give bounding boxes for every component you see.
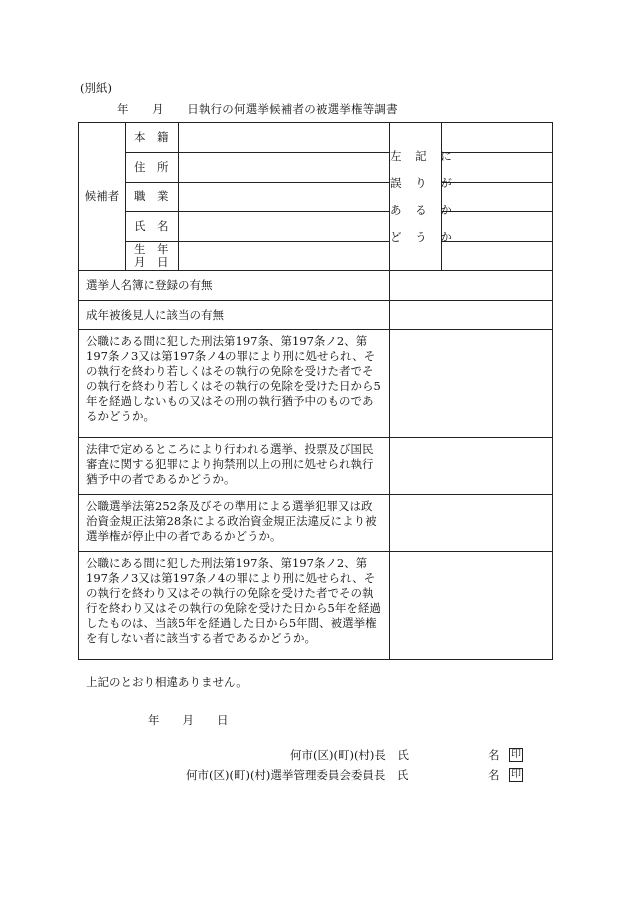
committee-chair-seal: 印 bbox=[511, 769, 521, 780]
candidate-form-table bbox=[78, 122, 553, 660]
document-title: 年 月 日執行の何選挙候補者の被選挙権等調書 bbox=[117, 102, 398, 116]
mayor-title: 何市(区)(町)(村)長 氏 bbox=[290, 748, 409, 762]
field-label-address: 住 所 bbox=[126, 153, 179, 183]
field-value-address[interactable] bbox=[179, 153, 390, 183]
answer-guardianship[interactable] bbox=[390, 301, 553, 330]
committee-chair-name-label: 名 bbox=[488, 768, 500, 782]
candidate-role-label: 候補者 bbox=[79, 123, 126, 271]
field-label-birthdate: 生 年 月 日 bbox=[126, 242, 179, 271]
answer-election-crime-suspended[interactable] bbox=[390, 438, 553, 495]
signature-date: 年 月 日 bbox=[148, 713, 229, 727]
mayor-seal: 印 bbox=[511, 749, 521, 760]
answer-bribery-ineligible[interactable] bbox=[390, 552, 553, 660]
error-check-occupation[interactable] bbox=[442, 183, 553, 212]
answer-registration[interactable] bbox=[390, 271, 553, 301]
field-value-birthdate[interactable] bbox=[179, 242, 390, 271]
error-check-label: 左 記 に 誤 り が あ る か ど う か bbox=[390, 123, 442, 271]
field-label-occupation: 職 業 bbox=[126, 183, 179, 212]
field-value-name[interactable] bbox=[179, 212, 390, 242]
answer-bribery-sentence[interactable] bbox=[390, 330, 553, 438]
field-label-name: 氏 名 bbox=[126, 212, 179, 242]
field-label-honseki: 本 籍 bbox=[126, 123, 179, 153]
error-check-address[interactable] bbox=[442, 153, 553, 183]
question-guardianship: 成年被後見人に該当の有無 bbox=[79, 301, 390, 330]
committee-chair-title: 何市(区)(町)(村)選挙管理委員会委員長 氏 bbox=[186, 768, 409, 782]
error-check-birthdate[interactable] bbox=[442, 242, 553, 271]
answer-suffrage-suspended[interactable] bbox=[390, 495, 553, 552]
question-suffrage-suspended: 公職選挙法第252条及びその準用による選挙犯罪又は政治資金規正法第28条による政治資金規正法違反により被選挙権が停止中の者であるかどうか。 bbox=[79, 495, 390, 552]
question-bribery-sentence: 公職にある間に犯した刑法第197条、第197条ノ2、第197条ノ3又は第197条ノ4の罪により刑に処せられ、その執行を終わり若しくはその執行の免除を受けた者でその執行を終わり若しくはその執行の免除を受けた日から5年を経過しないもの又はその刑の執行猶予中のものであるかどうか。 bbox=[79, 330, 390, 438]
confirmation-note: 上記のとおり相違ありません。 bbox=[86, 675, 248, 689]
question-election-crime-suspended: 法律で定めるところにより行われる選挙、投票及び国民審査に関する犯罪により拘禁刑以上の刑に処せられ執行猶予中の者であるかどうか。 bbox=[79, 438, 390, 495]
question-registration: 選挙人名簿に登録の有無 bbox=[79, 271, 390, 301]
appendix-label: (別紙) bbox=[80, 81, 112, 95]
mayor-name-label: 名 bbox=[488, 748, 500, 762]
field-value-honseki[interactable] bbox=[179, 123, 390, 153]
field-value-occupation[interactable] bbox=[179, 183, 390, 212]
error-check-name[interactable] bbox=[442, 212, 553, 242]
question-bribery-ineligible: 公職にある間に犯した刑法第197条、第197条ノ2、第197条ノ3又は第197条ノ4の罪により刑に処せられ、その執行を終わり又はその執行の免除を受けた者でその執行を終わり又はその執行の免除を受けた日から5年を経過したものは、当該5年を経過した日から5年間、被選挙権を有しない者に該当する者であるかどうか。 bbox=[79, 552, 390, 660]
error-check-honseki[interactable] bbox=[442, 123, 553, 153]
